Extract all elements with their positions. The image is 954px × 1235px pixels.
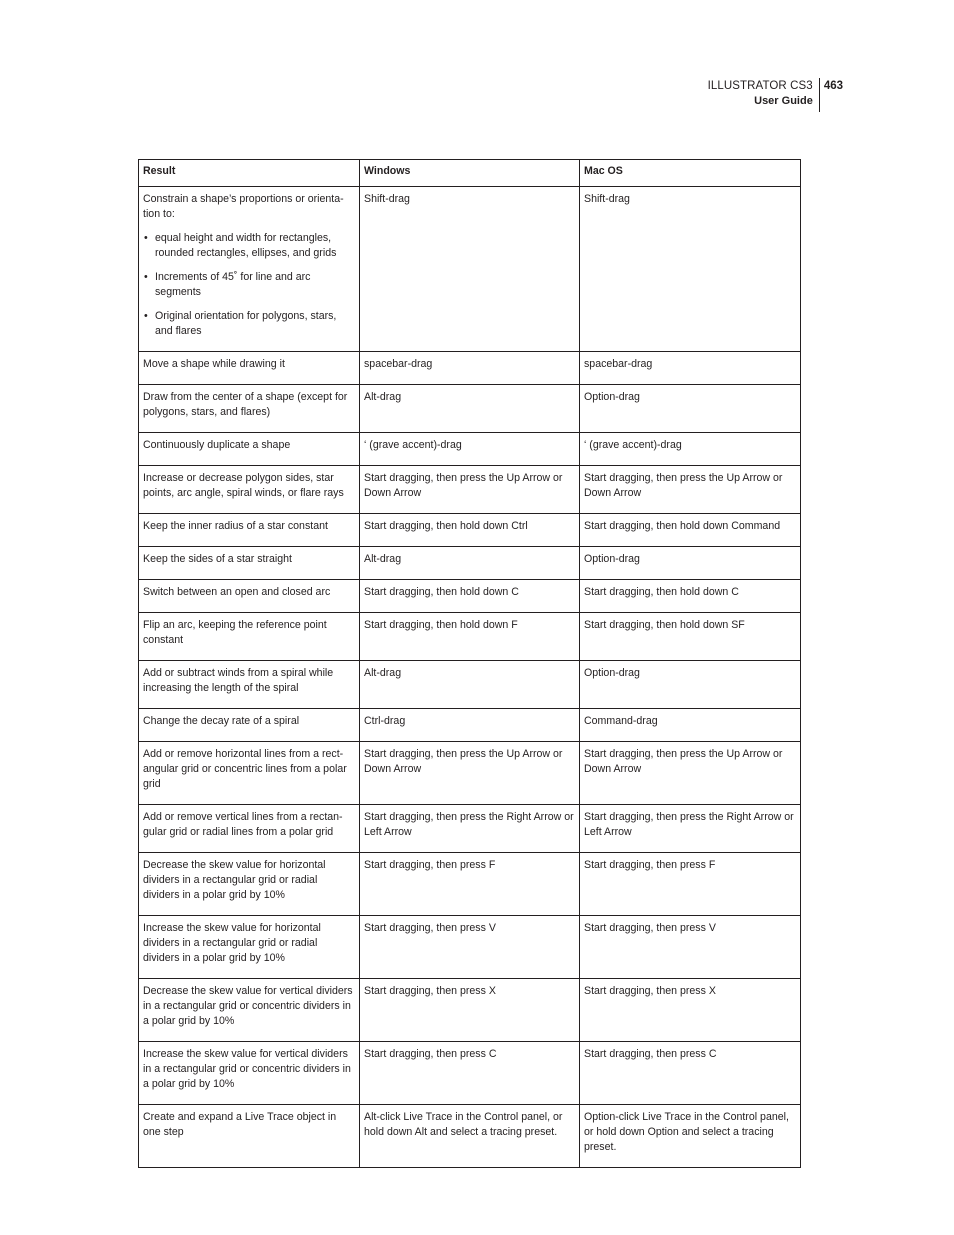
cell-windows: Start dragging, then press the Up Arrow or Down Arrow: [360, 742, 580, 805]
table-row: [139, 709, 801, 742]
table-row: [139, 433, 801, 466]
cell-mac: Command-drag: [580, 709, 801, 742]
cell-mac: Start dragging, then press the Up Arrow or Down Arrow: [580, 742, 801, 805]
bullet-item: • equal height and width for rectangles, rounded rectangles, ellipses, and grids: [143, 231, 355, 261]
cell-result: Increase the skew value for vertical dividers in a rectangular grid or concentric dividers in a polar grid by 10%: [139, 1042, 360, 1105]
table-row: [139, 1042, 801, 1105]
cell-windows: Start dragging, then press V: [360, 916, 580, 979]
bullet-item: • Increments of 45˚ for line and arc segments: [143, 270, 355, 300]
cell-mac: Start dragging, then press the Right Arrow or Left Arrow: [580, 805, 801, 853]
cell-mac: Start dragging, then press V: [580, 916, 801, 979]
cell-mac: Start dragging, then press the Up Arrow or Down Arrow: [580, 466, 801, 514]
cell-mac: Option-click Live Trace in the Control panel, or hold down Option and select a tracing preset.: [580, 1105, 801, 1168]
table-row: [139, 547, 801, 580]
table-row: [139, 187, 801, 352]
constrain-bullet-list: [143, 231, 355, 339]
cell-result: Create and expand a Live Trace object in one step: [139, 1105, 360, 1168]
table-row: [139, 742, 801, 805]
table-row: [139, 580, 801, 613]
table-row: [139, 385, 801, 433]
table-header: [139, 160, 801, 187]
cell-windows: Alt-click Live Trace in the Control panel, or hold down Alt and select a tracing preset.: [360, 1105, 580, 1168]
cell-mac: Option-drag: [580, 547, 801, 580]
cell-windows: Start dragging, then press C: [360, 1042, 580, 1105]
header-titles: [708, 78, 820, 112]
constrain-intro: Constrain a shape’s proportions or orienta-tion to:: [143, 193, 344, 220]
cell-windows: Start dragging, then hold down F: [360, 613, 580, 661]
cell-result: Switch between an open and closed arc: [139, 580, 360, 613]
cell-mac: spacebar-drag: [580, 352, 801, 385]
cell-result: Continuously duplicate a shape: [139, 433, 360, 466]
table-row: [139, 916, 801, 979]
cell-windows: Shift-drag: [360, 187, 580, 352]
table-row: [139, 514, 801, 547]
table-row: [139, 613, 801, 661]
cell-windows: Alt-drag: [360, 547, 580, 580]
table-row: [139, 352, 801, 385]
cell-result: Add or remove horizontal lines from a rect-angular grid or concentric lines from a polar grid: [139, 742, 360, 805]
cell-result: Move a shape while drawing it: [139, 352, 360, 385]
cell-result: Flip an arc, keeping the reference point constant: [139, 613, 360, 661]
header-row: [139, 160, 801, 187]
cell-mac: Option-drag: [580, 661, 801, 709]
cell-result: Decrease the skew value for horizontal dividers in a rectangular grid or radial dividers in a polar grid by 10%: [139, 853, 360, 916]
cell-mac: Start dragging, then hold down C: [580, 580, 801, 613]
page-header: [708, 78, 843, 112]
cell-mac: ‘ (grave accent)-drag: [580, 433, 801, 466]
column-header-mac: Mac OS: [580, 160, 801, 187]
cell-result: Add or remove vertical lines from a rectan-gular grid or radial lines from a polar grid: [139, 805, 360, 853]
page-number: 463: [823, 80, 843, 92]
guide-title: User Guide: [754, 95, 813, 107]
table-row: [139, 661, 801, 709]
cell-windows: Alt-drag: [360, 661, 580, 709]
bullet-item: • Original orientation for polygons, stars, and flares: [143, 309, 355, 339]
table-row: [139, 805, 801, 853]
cell-mac: Start dragging, then press C: [580, 1042, 801, 1105]
product-name: ILLUSTRATOR CS3: [707, 80, 813, 92]
cell-result: Keep the sides of a star straight: [139, 547, 360, 580]
cell-windows: Start dragging, then press X: [360, 979, 580, 1042]
table-row: [139, 1105, 801, 1168]
cell-result: Change the decay rate of a spiral: [139, 709, 360, 742]
cell-mac: Shift-drag: [580, 187, 801, 352]
cell-result: Add or subtract winds from a spiral while increasing the length of the spiral: [139, 661, 360, 709]
cell-windows: spacebar-drag: [360, 352, 580, 385]
shortcuts-table: [138, 159, 801, 1168]
cell-result: Keep the inner radius of a star constant: [139, 514, 360, 547]
cell-windows: Alt-drag: [360, 385, 580, 433]
cell-result: Decrease the skew value for vertical dividers in a rectangular grid or concentric dividers in a polar grid by 10%: [139, 979, 360, 1042]
cell-mac: Start dragging, then hold down SF: [580, 613, 801, 661]
cell-windows: Ctrl-drag: [360, 709, 580, 742]
column-header-windows: Windows: [360, 160, 580, 187]
cell-windows: Start dragging, then hold down Ctrl: [360, 514, 580, 547]
table-row: [139, 979, 801, 1042]
cell-windows: Start dragging, then hold down C: [360, 580, 580, 613]
table-row: [139, 466, 801, 514]
column-header-result: Result: [139, 160, 360, 187]
cell-result: Increase or decrease polygon sides, star points, arc angle, spiral winds, or flare rays: [139, 466, 360, 514]
cell-windows: Start dragging, then press F: [360, 853, 580, 916]
cell-mac: Start dragging, then press F: [580, 853, 801, 916]
cell-result: Draw from the center of a shape (except for polygons, stars, and flares): [139, 385, 360, 433]
table-row: [139, 853, 801, 916]
cell-windows: ‘ (grave accent)-drag: [360, 433, 580, 466]
cell-windows: Start dragging, then press the Up Arrow or Down Arrow: [360, 466, 580, 514]
table-body: [139, 187, 801, 1168]
cell-windows: Start dragging, then press the Right Arrow or Left Arrow: [360, 805, 580, 853]
cell-result: [139, 187, 360, 352]
cell-mac: Start dragging, then press X: [580, 979, 801, 1042]
cell-result: Increase the skew value for horizontal dividers in a rectangular grid or radial dividers in a polar grid by 10%: [139, 916, 360, 979]
cell-mac: Start dragging, then hold down Command: [580, 514, 801, 547]
cell-mac: Option-drag: [580, 385, 801, 433]
